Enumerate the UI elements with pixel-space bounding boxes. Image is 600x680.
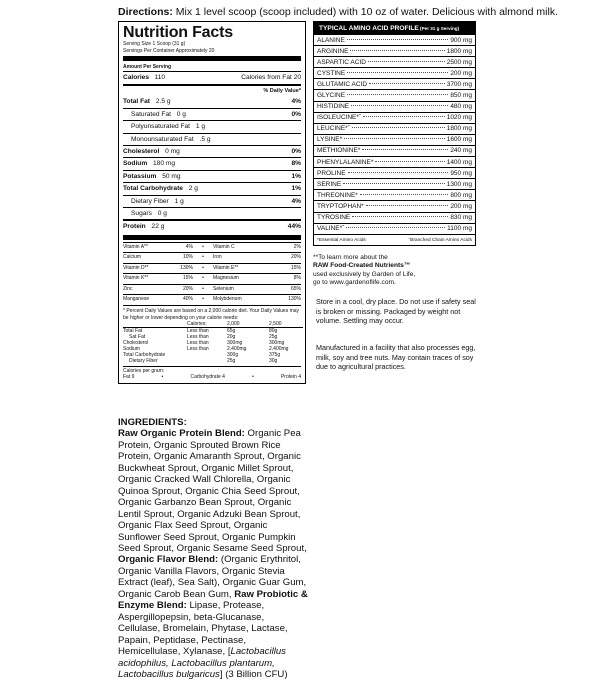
nutrient-row [123,195,301,207]
amino-name: VALINE*ˆ [317,225,345,233]
nutrient-row [123,207,301,219]
amino-name: METHIONINE* [317,147,361,155]
nutrient-name-amount [131,196,184,207]
amino-value: 950 mg [450,169,472,177]
amino-leader [351,105,448,106]
amino-name: LEUCINE*ˆ [317,125,350,133]
divider-thick [123,56,301,61]
amino-value: 200 mg [450,69,472,77]
learn-line-1: **To learn more about the [313,254,388,261]
amino-leader [368,61,445,62]
daily-value-table [123,321,301,364]
amino-leader [348,172,449,173]
nutrient-label: Total Carbohydrate [123,185,183,193]
dv-table-cell: Sodium [123,345,140,352]
amino-row [314,46,475,57]
amino-row [314,135,475,146]
vitamin-cell: Vitamin E** [213,263,261,273]
nutrient-label: Cholesterol [123,148,160,156]
dv-table-cell: Less than [187,345,209,352]
nutrient-amount: 22 g [149,223,165,231]
dv-table-header: 2,000 [227,321,269,328]
nutrient-label: Protein [123,223,146,231]
amino-leader [366,205,449,206]
dv-table-cell: Less than [187,339,209,346]
vitamin-cell: Manganese [123,294,171,304]
nutrient-amount: 1 g [194,123,206,131]
nutrient-label: Dietary Fiber [131,197,169,205]
calories-per-gram [123,374,301,381]
vitamin-cell: 10% [171,252,193,262]
enzyme-blend-text: Lipase, Protease, Aspergillopepsin, beta-Glucanase, Cellulase, Bromelain, Phytase, Lactase, Papain, Peptidase, Pectinase, Hemicellulase, Xylanase, [ [118,600,288,658]
learn-brand: RAW Food-Created Nutrients™ [313,262,411,270]
amino-header [314,22,475,35]
dv-table-cell: Total Fat [123,327,143,334]
amino-row [314,146,475,157]
directions [118,6,578,18]
amino-leader [362,149,448,150]
calories-per-gram-item: Fat 9 [123,374,135,381]
nutrient-rows [123,96,301,232]
amino-value: 240 mg [450,147,472,155]
vitamin-cell: 130% [171,263,193,273]
dv-table-cell: Total Carbohydrate [123,351,166,358]
amino-row [314,90,475,101]
calories-per-gram-item: • [161,374,164,381]
amino-value: 1100 mg [447,225,472,233]
amino-name: TYROSINE [317,214,351,222]
vitamin-cell: 65% [261,284,301,294]
amino-row [314,124,475,135]
amino-row [314,213,475,224]
amino-name: THREONINE* [317,191,358,199]
amino-value: 1600 mg [446,136,472,144]
dv-table-cell: 25g [227,357,236,364]
amino-value: 200 mg [450,202,472,210]
divider-thin-2 [123,366,301,367]
amino-leader [369,83,445,84]
learn-url: go to www.gardenoflife.com. [313,278,396,286]
amino-value: 1800 mg [446,47,472,55]
amino-name: GLYCINE [317,92,346,100]
nutrient-row [123,170,301,182]
amino-leader [363,116,445,117]
amino-acid-panel [313,21,476,246]
vitamin-grid [123,242,301,304]
calories-per-gram-label: Calories per gram: [123,367,165,374]
amino-row [314,102,475,113]
nutrient-name-amount [131,121,205,132]
vitamin-cell: • [193,284,213,294]
vitamin-cell: • [193,242,213,252]
amino-value: 830 mg [450,214,472,222]
vitamin-cell: • [193,294,213,304]
amino-name: ASPARTIC ACID [317,58,366,66]
vitamin-cell: Vitamin C [213,242,261,252]
vitamin-cell: • [193,273,213,283]
vitamin-cell: 2% [261,242,301,252]
amino-name: ISOLEUCINE*ˆ [317,114,362,122]
nutrient-name-amount [123,221,164,232]
storage-note: Store in a cool, dry place. Do not use if safety seal is broken or missing. Packaged by weight not volume. Settling may occur. [316,297,476,326]
ingredients-title: INGREDIENTS: [118,417,187,428]
vitamin-cell: 20% [171,284,193,294]
dv-table-cell: 80g [269,327,278,334]
amino-name: ALANINE [317,36,345,44]
nutrient-name-amount [123,96,170,107]
learn-line-3: used exclusively by Garden of Life, [313,270,416,278]
nutrient-row [123,145,301,157]
calories-from-fat: Calories from Fat 20 [241,74,301,81]
nutrient-name-amount [123,171,181,182]
probiotic-cfu: ] (3 Billion CFU) [219,668,288,680]
amino-subtitle: (Per 31 g Serving) [418,26,460,31]
nutrient-row [123,96,301,107]
dv-table-cell: 300g [227,351,239,358]
amino-leader [347,39,448,40]
nutrient-label: Potassium [123,172,157,180]
nutrient-name-amount [131,134,211,145]
nutrient-amount: 2.5 g [153,98,171,106]
amino-value: 3700 mg [446,80,472,88]
amino-value: 900 mg [450,36,472,44]
vitamin-cell: • [193,252,213,262]
vitamin-cell: Molybdenum [213,294,261,304]
amino-name: TRYPTOPHAN* [317,202,364,210]
flavor-blend-label: Organic Flavor Blend: [118,554,219,566]
vitamin-cell: Vitamin K** [123,273,171,283]
nutrient-row [123,120,301,132]
divider-thin [123,305,301,306]
ingredients [118,417,308,680]
amino-row [314,224,475,235]
vitamin-cell: 40% [171,294,193,304]
dv-table-cell: 20g [227,333,236,340]
amino-leader [352,216,448,217]
nutrient-amount: 50 mg [160,172,181,180]
amino-value: 480 mg [450,103,472,111]
amino-name: LYSINE* [317,136,343,144]
amount-per-serving: Amount Per Serving [123,64,172,70]
amino-row [314,113,475,124]
directions-text: Mix 1 level scoop (scoop included) with 10 oz of water. Delicious with almond milk. [172,6,559,18]
nutrient-percent: 8% [291,160,301,168]
amino-footnote [314,235,475,245]
amino-value: 850 mg [450,92,472,100]
nutrient-amount: .5 g [197,135,211,143]
amino-value: 1300 mg [446,180,472,188]
divider-thick-2 [123,235,301,240]
vitamin-cell: Zinc [123,284,171,294]
dv-table-header [123,321,187,328]
nutrient-row [123,157,301,169]
amino-value: 1020 mg [446,114,472,122]
calories-per-gram-item: • [252,374,254,381]
nutrient-amount: 0 g [174,110,186,118]
dv-table-cell: 2,400mg [269,345,289,352]
amino-leader [347,72,448,73]
learn-more [313,254,478,287]
amino-name: GLUTAMIC ACID [317,80,368,88]
amino-leader [360,194,449,195]
vitamin-cell: 15% [261,263,301,273]
vitamin-cell: Magnesium [213,273,261,283]
nutrient-label: Monounsaturated Fat [131,135,194,143]
amino-value: 1800 mg [446,125,472,133]
dv-table-cell: 25g [269,333,278,340]
amino-row [314,68,475,79]
amino-name: PHENYLALANINE* [317,158,374,166]
dv-table-header: 2,500 [269,321,303,328]
amino-row [314,179,475,190]
vitamin-cell: Calcium [123,252,171,262]
dv-table-header: Calories: [187,321,227,328]
enzyme-blend-label: Raw Probiotic & Enzyme Blend: [118,588,308,612]
bcaa-note: ˆBranched Chain Amino Acids [408,237,472,243]
amino-name: PROLINE [317,169,346,177]
protein-blend-label: Raw Organic Protein Blend: [118,428,245,440]
amino-row [314,168,475,179]
amino-leader [343,183,445,184]
amino-name: CYSTINE [317,69,346,77]
dv-table-cell: 300mg [227,339,243,346]
nutrient-label: Saturated Fat [131,110,171,118]
nutrient-name-amount [123,183,198,194]
probiotic-strains: Lactobacillus acidophilus, Lactobacillus plantarum, Lactobacillus bulgaricus [118,646,286,680]
amino-leader [352,127,445,128]
nutrient-name-amount [123,158,175,169]
calories-label: Calories [123,74,150,81]
amino-row [314,35,475,46]
dv-table-cell [187,358,227,364]
calories-row [123,71,301,83]
dv-table-cell: 30g [269,357,278,364]
calories-value: 110 [154,74,166,81]
nutrient-label: Total Fat [123,98,150,106]
dv-table-cell: Cholesterol [123,339,149,346]
nutrient-percent: 0% [291,148,301,156]
vitamin-cell: 20% [261,252,301,262]
amino-leader [350,50,444,51]
amino-rows [314,35,475,235]
dv-table-cell: 65g [227,327,236,334]
dv-table-cell: Sat Fat [129,333,146,340]
vitamin-cell: 4% [171,242,193,252]
facility-note: Manufactured in a facility that also processes egg, milk, soy and tree nuts. May contain traces of soy due to agricultural practices. [316,343,476,372]
dv-table-cell: Less than [187,327,209,334]
amino-value: 1400 mg [446,158,472,166]
nutrient-label: Sugars [131,210,152,218]
servings-per-container: Servings Per Container Approximately 20 [123,47,215,54]
amino-row [314,190,475,201]
essential-note: *Essential Amino Acids [317,237,366,243]
amino-leader [347,94,448,95]
amino-row [314,79,475,90]
nutrient-percent: 1% [291,185,301,193]
vitamin-cell: • [193,263,213,273]
calories-per-gram-item: Protein 4 [280,374,301,381]
nutrient-amount: 0 mg [163,148,180,156]
vitamin-cell: 8% [261,273,301,283]
amino-name: HISTIDINE [317,103,350,111]
vitamin-cell: 15% [171,273,193,283]
flavor-blend-text: (Organic Erythritol, Organic Vanilla Flavors, Organic Stevia Extract (leaf), Sea Salt), Organic Guar Gum, Organic Carob Bean Gum, [118,554,307,600]
amino-value: 2500 mg [446,58,472,66]
amino-name: ARGININE [317,47,349,55]
serving-size: Serving Size 1 Scoop (31 g) [123,41,186,47]
amino-name: SERINE [317,180,342,188]
nutrient-percent: 44% [287,223,301,231]
nutrient-label: Sodium [123,160,148,168]
nutrient-row [123,219,301,232]
nutrient-row [123,108,301,120]
nutrient-amount: 180 mg [151,160,176,168]
dv-table-cell: 300mg [269,339,285,346]
amino-row [314,157,475,168]
nutrient-name-amount [131,208,167,219]
dv-table-cell: Less than [187,333,209,340]
amino-leader [344,138,445,139]
vitamin-cell: Vitamin D** [123,263,171,273]
vitamin-cell: Selenium [213,284,261,294]
nutrient-percent: 1% [291,172,301,180]
vitamin-cell: Iron [213,252,261,262]
divider-med [123,84,301,86]
nutrient-percent: 4% [291,98,301,106]
nutrient-name-amount [123,146,180,157]
vitamin-cell: Vitamin A** [123,242,171,252]
nutrient-percent: 0% [291,110,301,118]
nutrient-amount: 0 g [155,210,167,218]
vitamin-cell: 130% [261,294,301,304]
dv-table-cell: 2,400mg [227,345,247,352]
nutrient-amount: 2 g [186,185,198,193]
nutrient-percent: 4% [291,197,301,205]
amino-row [314,201,475,212]
amino-leader [346,227,445,228]
amino-leader [375,161,444,162]
calories-per-gram-item: Carbohydrate 4 [190,374,225,381]
nutrition-facts-panel [118,21,306,384]
nutrient-amount: 1 g [172,197,184,205]
nutrient-row [123,133,301,145]
protein-blend-text: Organic Pea Protein, Organic Sprouted Brown Rice Protein, Organic Amaranth Sprout, Organic Buckwheat Sprout, Organic Millet Sprout, Organic Cracked Wall Chlorella, Organic Quinoa Sprout, Organic Chia Seed Sprout, Organic Garbanzo Bean Sprout, Organic Lentil Sprout, Organic Adzuki Bean Sprout, Organic Flax Seed Sprout, Organic Sunflower Seed Sprout, Organic Pumpkin Seed Sprout, Organic Sesame Seed Sprout, [118,428,307,554]
dv-table-cell: Dietary Fiber [129,357,158,364]
amino-title: TYPICAL AMINO ACID PROFILE [319,25,419,32]
directions-label: Directions: [118,6,173,18]
nutrient-name-amount [131,109,186,120]
amino-value: 800 mg [450,191,472,199]
dv-table-cell: 375g [269,351,281,358]
nutrient-row [123,182,301,194]
daily-value-header: % Daily Value* [263,88,301,95]
amino-row [314,57,475,68]
footnote: * Percent Daily Values are based on a 2,000 calorie diet. Your Daily Values may be higher or lower depending on your calorie needs: [123,308,300,321]
nutrient-label: Polyunsaturated Fat [131,123,191,131]
nutrition-facts-title: Nutrition Facts [123,24,233,41]
